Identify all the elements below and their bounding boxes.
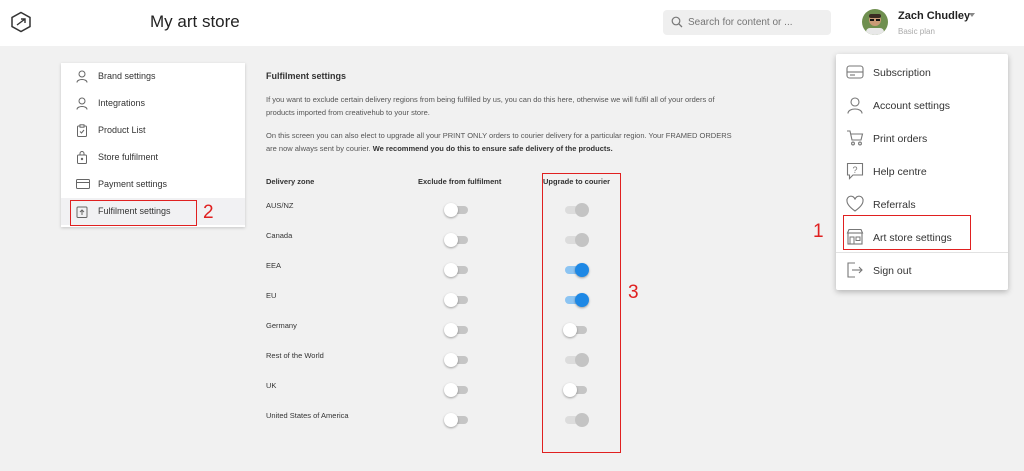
highlight-box-fulfilment-settings [70, 200, 197, 226]
exclude-toggle[interactable] [444, 291, 470, 309]
toggle-knob [444, 233, 458, 247]
exclude-toggle[interactable] [444, 351, 470, 369]
sign-out-icon [846, 261, 864, 279]
sidebar-item-brand-settings[interactable] [61, 63, 245, 90]
column-header-zone: Delivery zone [266, 177, 315, 186]
bag-icon [76, 151, 88, 164]
user-icon [76, 70, 88, 83]
exclude-toggle[interactable] [444, 231, 470, 249]
avatar[interactable] [862, 9, 888, 35]
menu-item-label: Help centre [873, 166, 927, 178]
page-title: My art store [150, 12, 240, 31]
menu-item-sign-out[interactable] [836, 254, 1008, 286]
sidebar-item-label: Store fulfilment [98, 152, 159, 162]
credit-card-icon [76, 178, 90, 190]
top-bar [0, 0, 1024, 46]
menu-item-label: Account settings [873, 100, 951, 112]
menu-item-label: Art store settings [873, 232, 952, 244]
delivery-zone-label: UK [266, 381, 277, 390]
toggle-knob [444, 413, 458, 427]
sidebar-item-payment-settings[interactable] [61, 171, 245, 198]
annotation-number-2: 2 [203, 202, 214, 223]
user-dropdown-menu [836, 54, 1008, 290]
menu-item-subscription[interactable] [836, 56, 1008, 88]
courier-recommendation: We recommend you do this to ensure safe delivery of the products. [372, 144, 613, 153]
delivery-zone-label: EU [266, 291, 277, 300]
exclude-toggle[interactable] [444, 201, 470, 219]
delivery-zone-label: EEA [266, 261, 282, 270]
toggle-knob [444, 383, 458, 397]
delivery-zone-label: AUS/NZ [266, 201, 294, 210]
courier-paragraph [266, 129, 736, 155]
toggle-knob [444, 293, 458, 307]
sidebar-item-product-list[interactable] [61, 117, 245, 144]
highlight-box-art-store-settings [843, 215, 971, 250]
toggle-knob [444, 203, 458, 217]
exclude-toggle[interactable] [444, 381, 470, 399]
chevron-down-icon[interactable] [969, 13, 975, 17]
sidebar-item-label: Brand settings [98, 71, 156, 81]
menu-item-label: Print orders [873, 133, 928, 145]
logo-icon[interactable] [10, 11, 32, 33]
menu-item-account-settings[interactable] [836, 89, 1008, 121]
svg-text:?: ? [852, 165, 858, 175]
annotation-number-1: 1 [813, 221, 824, 242]
intro-paragraph: If you want to exclude certain delivery regions from being fulfilled by us, you can do this here, otherwise we will fulfil all of your orders of products imported from creativehub to your store. [266, 95, 715, 117]
user-name[interactable]: Zach Chudley [898, 10, 971, 22]
toggle-knob [444, 353, 458, 367]
annotation-number-3: 3 [628, 282, 639, 303]
delivery-zone-label: Germany [266, 321, 297, 330]
search-box[interactable] [663, 10, 831, 35]
menu-divider [836, 252, 1008, 253]
user-icon [76, 97, 88, 110]
menu-item-label: Subscription [873, 67, 931, 79]
sidebar-item-label: Integrations [98, 98, 146, 108]
column-header-upgrade: Upgrade to courier [543, 177, 611, 186]
delivery-zone-label: Rest of the World [266, 351, 324, 360]
user-plan: Basic plan [898, 27, 935, 36]
exclude-toggle[interactable] [444, 261, 470, 279]
cart-icon [846, 129, 864, 147]
menu-item-label: Sign out [873, 265, 912, 277]
sidebar-item-label: Product List [98, 125, 146, 135]
highlight-box-upgrade-column [542, 173, 621, 453]
courier-paragraph-text: On this screen you can also elect to upgrade all your PRINT ONLY orders to courier delivery for a particular region. Your FRAMED ORDERS are now always sent by courier. [266, 131, 732, 153]
heart-icon [846, 195, 864, 213]
menu-item-help-centre[interactable] [836, 155, 1008, 187]
person-icon [846, 96, 864, 114]
delivery-zone-label: Canada [266, 231, 293, 240]
toggle-knob [444, 323, 458, 337]
sidebar-item-integrations[interactable] [61, 90, 245, 117]
subscription-icon [846, 63, 864, 81]
menu-item-label: Referrals [873, 199, 916, 211]
menu-item-print-orders[interactable] [836, 122, 1008, 154]
delivery-zone-label: United States of America [266, 411, 349, 420]
sidebar-item-label: Payment settings [98, 179, 168, 189]
exclude-toggle[interactable] [444, 411, 470, 429]
search-icon [671, 16, 683, 28]
column-header-exclude: Exclude from fulfilment [418, 177, 502, 186]
sidebar-item-store-fulfilment[interactable] [61, 144, 245, 171]
exclude-toggle[interactable] [444, 321, 470, 339]
sidebar-item-label: Fulfilment settings [98, 206, 171, 216]
section-title: Fulfilment settings [266, 71, 347, 81]
help-icon [846, 162, 864, 180]
clipboard-icon [76, 124, 88, 137]
search-input[interactable] [688, 14, 826, 31]
toggle-knob [444, 263, 458, 277]
